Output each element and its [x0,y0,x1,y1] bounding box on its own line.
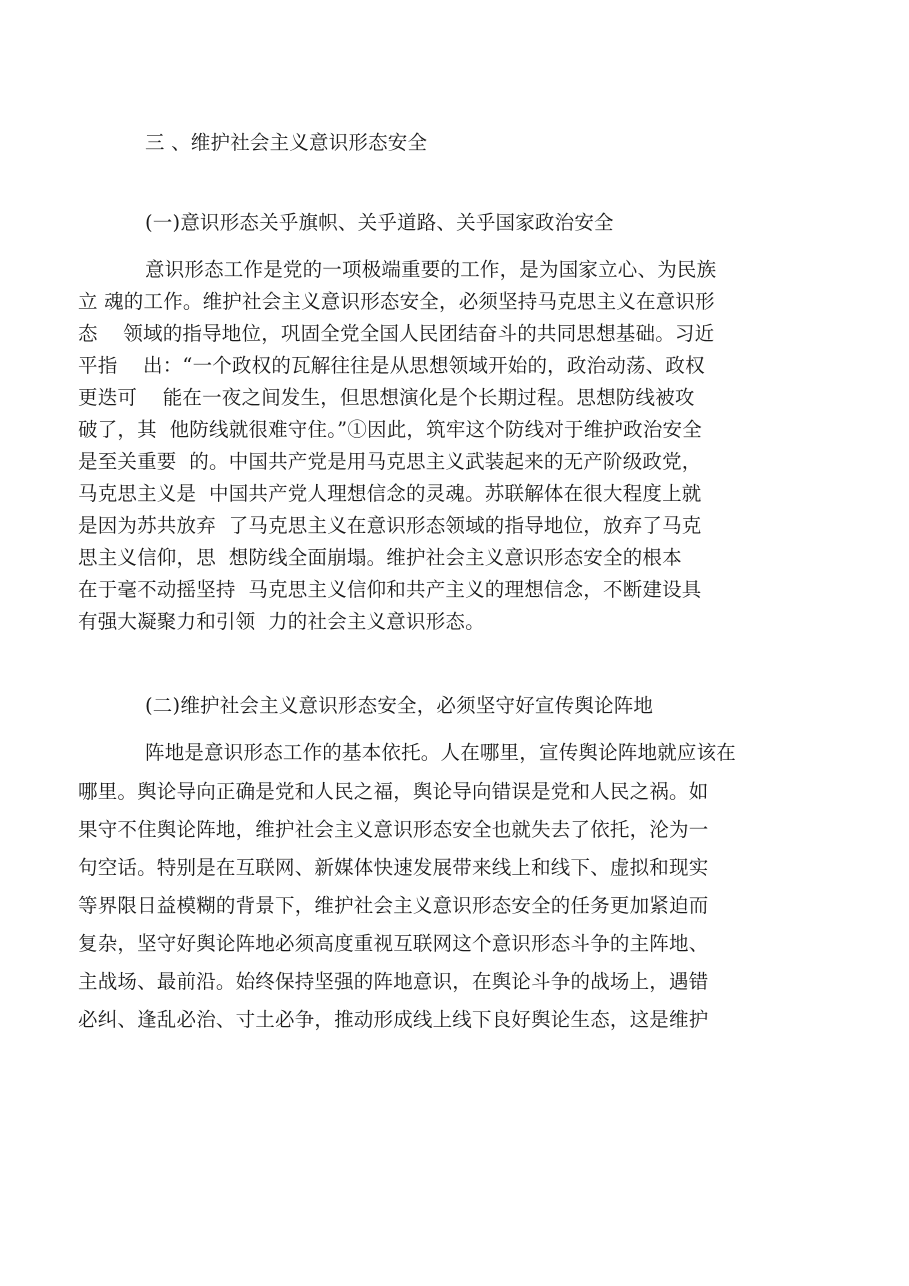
paragraph-1-line: 意识形态工作是党的一项极端重要的工作，是为国家立心、为民族 [145,258,717,281]
paragraph-1-line: 马克思主义是 中国共产党人理想信念的灵魂。苏联解体在很大程度上就 [78,482,702,505]
paragraph-1-line: 在于毫不动摇坚持 马克思主义信仰和共产主义的理想信念，不断建设具 [78,578,702,601]
subsection-2-heading: (二)维护社会主义意识形态安全，必须坚守好宣传舆论阵地 [145,694,654,717]
paragraph-2-line: 阵地是意识形态工作的基本依托。人在哪里，宣传舆论阵地就应该在 [145,741,737,764]
subsection-1-heading: (一)意识形态关乎旗帜、关乎道路、关乎国家政治安全 [145,211,614,234]
paragraph-1-line: 思主义信仰，思 想防线全面崩塌。维护社会主义意识形态安全的根本 [78,546,682,569]
paragraph-1-line: 是至关重要 的。中国共产党是用马克思主义武装起来的无产阶级政党， [78,450,702,473]
paragraph-2-line: 句空话。特别是在互联网、新媒体快速发展带来线上和线下、虚拟和现实 [78,856,709,879]
paragraph-2-line: 果守不住舆论阵地，维护社会主义意识形态安全也就失去了依托，沦为一 [78,818,709,841]
paragraph-1-line: 有强大凝聚力和引领 力的社会主义意识形态。 [78,610,485,633]
paragraph-1-line: 态 领域的指导地位，巩固全党全国人民团结奋斗的共同思想基础。习近 [78,322,715,345]
paragraph-1-line: 破了，其 他防线就很难守住。”①因此，筑牢这个防线对于维护政治安全 [78,418,702,441]
section-title: 三 、维护社会主义意识形态安全 [145,131,428,154]
paragraph-1-line: 立 魂的工作。维护社会主义意识形态安全，必须坚持马克思主义在意识形 [78,290,715,313]
paragraph-2-line: 主战场、最前沿。始终保持坚强的阵地意识，在舆论斗争的战场上，遇错 [78,970,709,993]
paragraph-2-line: 复杂，坚守好舆论阵地必须高度重视互联网这个意识形态斗争的主阵地、 [78,932,709,955]
paragraph-1-line: 是因为苏共放弃 了马克思主义在意识形态领域的指导地位，放弃了马克 [78,514,702,537]
paragraph-2-line: 哪里。舆论导向正确是党和人民之福，舆论导向错误是党和人民之祸。如 [78,780,709,803]
paragraph-2-line: 等界限日益模糊的背景下，维护社会主义意识形态安全的任务更加紧迫而 [78,894,709,917]
paragraph-2-line: 必纠、逢乱必治、寸土必争，推动形成线上线下良好舆论生态，这是维护 [78,1008,709,1031]
paragraph-1-line: 更迭可 能在一夜之间发生，但思想演化是个长期过程。思想防线被攻 [78,386,695,409]
paragraph-1-line: 平指 出：“一个政权的瓦解往往是从思想领域开始的，政治动荡、政权 [78,354,705,377]
